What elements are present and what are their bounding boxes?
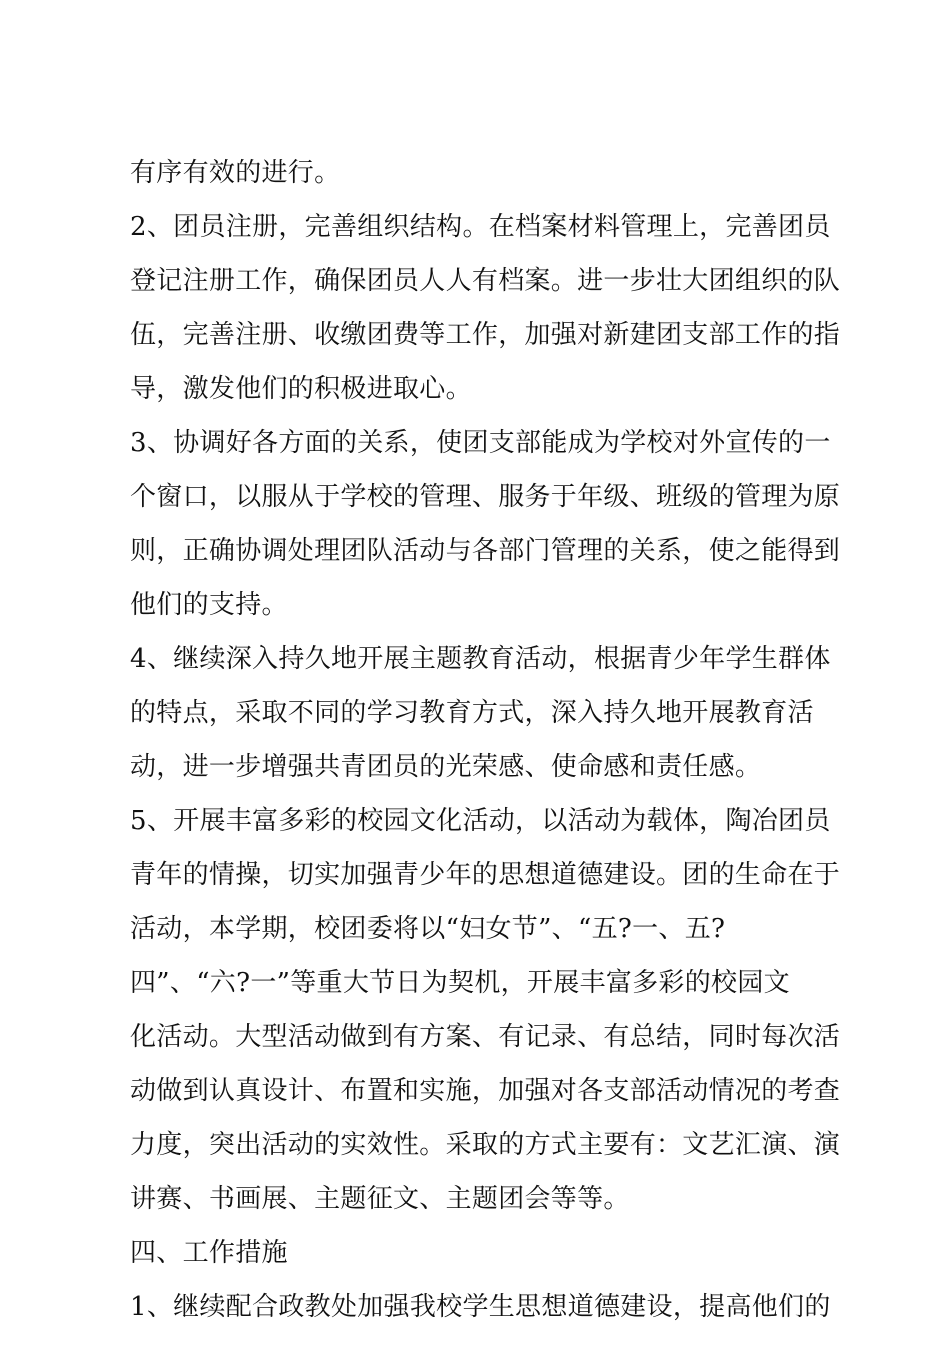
text-line: 3、协调好各方面的关系，使团支部能成为学校对外宣传的一: [130, 428, 831, 458]
text-line: 1、继续配合政教处加强我校学生思想道德建设，提高他们的: [130, 1292, 831, 1322]
text-line: 2、团员注册，完善组织结构。在档案材料管理上，完善团员: [130, 212, 831, 242]
text-line: 则，正确协调处理团队活动与各部门管理的关系，使之能得到: [130, 536, 841, 566]
text-line: 化活动。大型活动做到有方案、有记录、有总结，同时每次活: [130, 1022, 841, 1052]
section-heading: 四、工作措施: [130, 1238, 288, 1268]
text-line: 他们的支持。: [130, 590, 288, 620]
text-line: 的特点，采取不同的学习教育方式，深入持久地开展教育活: [130, 698, 814, 728]
text-line: 讲赛、书画展、主题征文、主题团会等等。: [130, 1184, 630, 1214]
text-line: 5、开展丰富多彩的校园文化活动，以活动为载体，陶冶团员: [130, 806, 831, 836]
text-line: 4、继续深入持久地开展主题教育活动，根据青少年学生群体: [130, 644, 831, 674]
text-line: 登记注册工作，确保团员人人有档案。进一步壮大团组织的队: [130, 266, 841, 296]
text-line: 活动，本学期，校团委将以“妇女节”、“五?一、五?: [130, 914, 726, 944]
text-line: 个窗口，以服从于学校的管理、服务于年级、班级的管理为原: [130, 482, 841, 512]
text-line: 动，进一步增强共青团员的光荣感、使命感和责任感。: [130, 752, 762, 782]
document-body: [130, 146, 841, 1334]
text-line: 动做到认真设计、布置和实施，加强对各支部活动情况的考查: [130, 1076, 841, 1106]
text-line: 有序有效的进行。: [130, 158, 341, 188]
text-line: 伍，完善注册、收缴团费等工作，加强对新建团支部工作的指: [130, 320, 841, 350]
text-line: 导，激发他们的积极进取心。: [130, 374, 472, 404]
text-line: 力度，突出活动的实效性。采取的方式主要有：文艺汇演、演: [130, 1130, 841, 1160]
text-line: 青年的情操，切实加强青少年的思想道德建设。团的生命在于: [130, 860, 841, 890]
text-line: 四”、“六?一”等重大节日为契机，开展丰富多彩的校园文: [130, 968, 790, 998]
